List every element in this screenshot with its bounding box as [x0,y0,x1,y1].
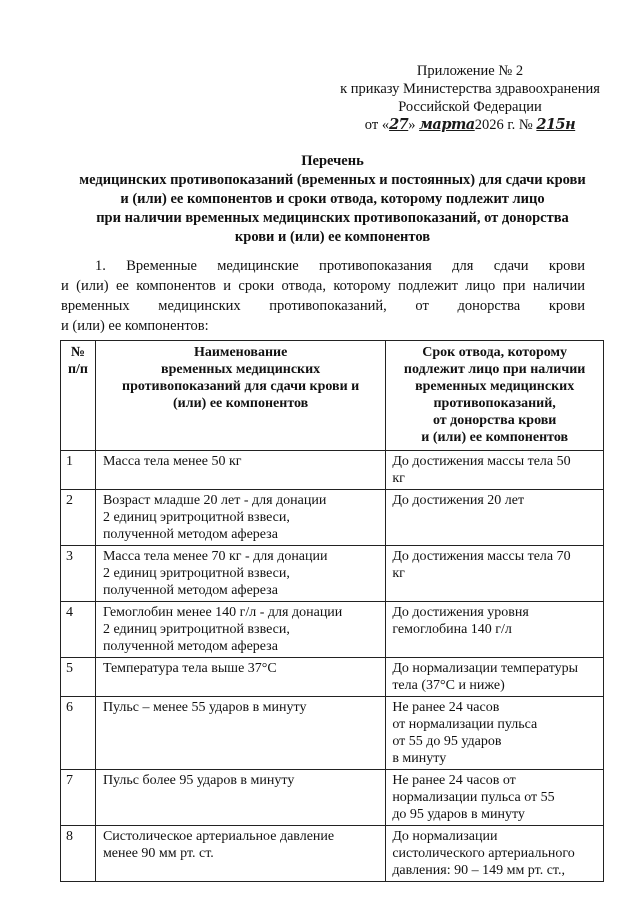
table-row [61,451,604,490]
table-row [61,658,604,697]
title-line-4: при наличии временных медицинских противопоказаний, от донорства [96,210,569,226]
table-row [61,770,604,826]
header-number: № п/п [61,341,96,451]
date-day-handwritten: 27 [389,116,409,133]
row-number: 3 [61,546,96,602]
title-line-1: Перечень [301,153,364,169]
row-number: 6 [61,697,96,770]
row-name: Гемоглобин менее 140 г/л - для донации 2 единиц эритроцитной взвеси, полученной методом афереза [95,602,385,658]
row-term: До достижения массы тела 70 кг [386,546,604,602]
appendix-header [330,62,610,134]
row-term: Не ранее 24 часов от нормализации пульса от 55 до 95 ударов в минуту [386,697,604,770]
row-name: Масса тела менее 70 кг - для донации 2 единиц эритроцитной взвеси, полученной методом афереза [95,546,385,602]
table-row [61,490,604,546]
table-row [61,826,604,882]
date-prefix: от « [364,117,390,133]
intro-row-1: 1. Временные медицинские противопоказания для сдачи крови [95,258,585,274]
row-term: До достижения уровня гемоглобина 140 г/л [386,602,604,658]
order-number-handwritten: 215н [536,116,576,133]
title-line-3: и (или) ее компонентов и сроки отвода, которому подлежит лицо [120,191,545,207]
appendix-title: Приложение № 2 [416,63,524,79]
header-term: Срок отвода, которому подлежит лицо при наличии временных медицинских противопоказаний, от донорства крови и (или) ее компонентов [386,341,604,451]
contraindications-table [60,340,604,882]
row-number: 4 [61,602,96,658]
row-name: Возраст младше 20 лет - для донации 2 единиц эритроцитной взвеси, полученной методом афереза [95,490,385,546]
row-term: До достижения массы тела 50 кг [386,451,604,490]
intro-row-3: временных медицинских противопоказаний, от донорства крови [61,298,585,314]
appendix-federation: Российской Федерации [398,99,542,115]
title-line-2: медицинских противопоказаний (временных и постоянных) для сдачи крови [79,172,586,188]
row-name: Масса тела менее 50 кг [95,451,385,490]
table-header-row [61,341,604,451]
row-name: Температура тела выше 37°С [95,658,385,697]
date-month-handwritten: марта [419,116,475,133]
row-term: Не ранее 24 часов от нормализации пульса от 55 до 95 ударов в минуту [386,770,604,826]
table-row [61,602,604,658]
appendix-date [330,116,610,134]
row-name: Пульс более 95 ударов в минуту [95,770,385,826]
row-number: 5 [61,658,96,697]
header-name: Наименование временных медицинских противопоказаний для сдачи крови и (или) ее компонентов [95,341,385,451]
date-mid: » [408,117,416,133]
row-number: 7 [61,770,96,826]
row-term: До нормализации систолического артериального давления: 90 – 149 мм рт. ст., [386,826,604,882]
row-name: Систолическое артериальное давление менее 90 мм рт. ст. [95,826,385,882]
row-number: 2 [61,490,96,546]
row-number: 8 [61,826,96,882]
intro-row-2: и (или) ее компонентов и сроки отвода, которому подлежит лицо при наличии [61,278,585,294]
row-name: Пульс – менее 55 ударов в минуту [95,697,385,770]
date-year: 2026 г. № [474,117,533,133]
table-row [61,697,604,770]
intro-paragraph [61,256,585,336]
intro-row-4: и (или) ее компонентов: [61,318,209,334]
row-term: До достижения 20 лет [386,490,604,546]
row-number: 1 [61,451,96,490]
document-title [55,152,610,247]
table-row [61,546,604,602]
appendix-order: к приказу Министерства здравоохранения [340,81,600,97]
title-line-5: крови и (или) ее компонентов [234,229,431,245]
row-term: До нормализации температуры тела (37°С и ниже) [386,658,604,697]
